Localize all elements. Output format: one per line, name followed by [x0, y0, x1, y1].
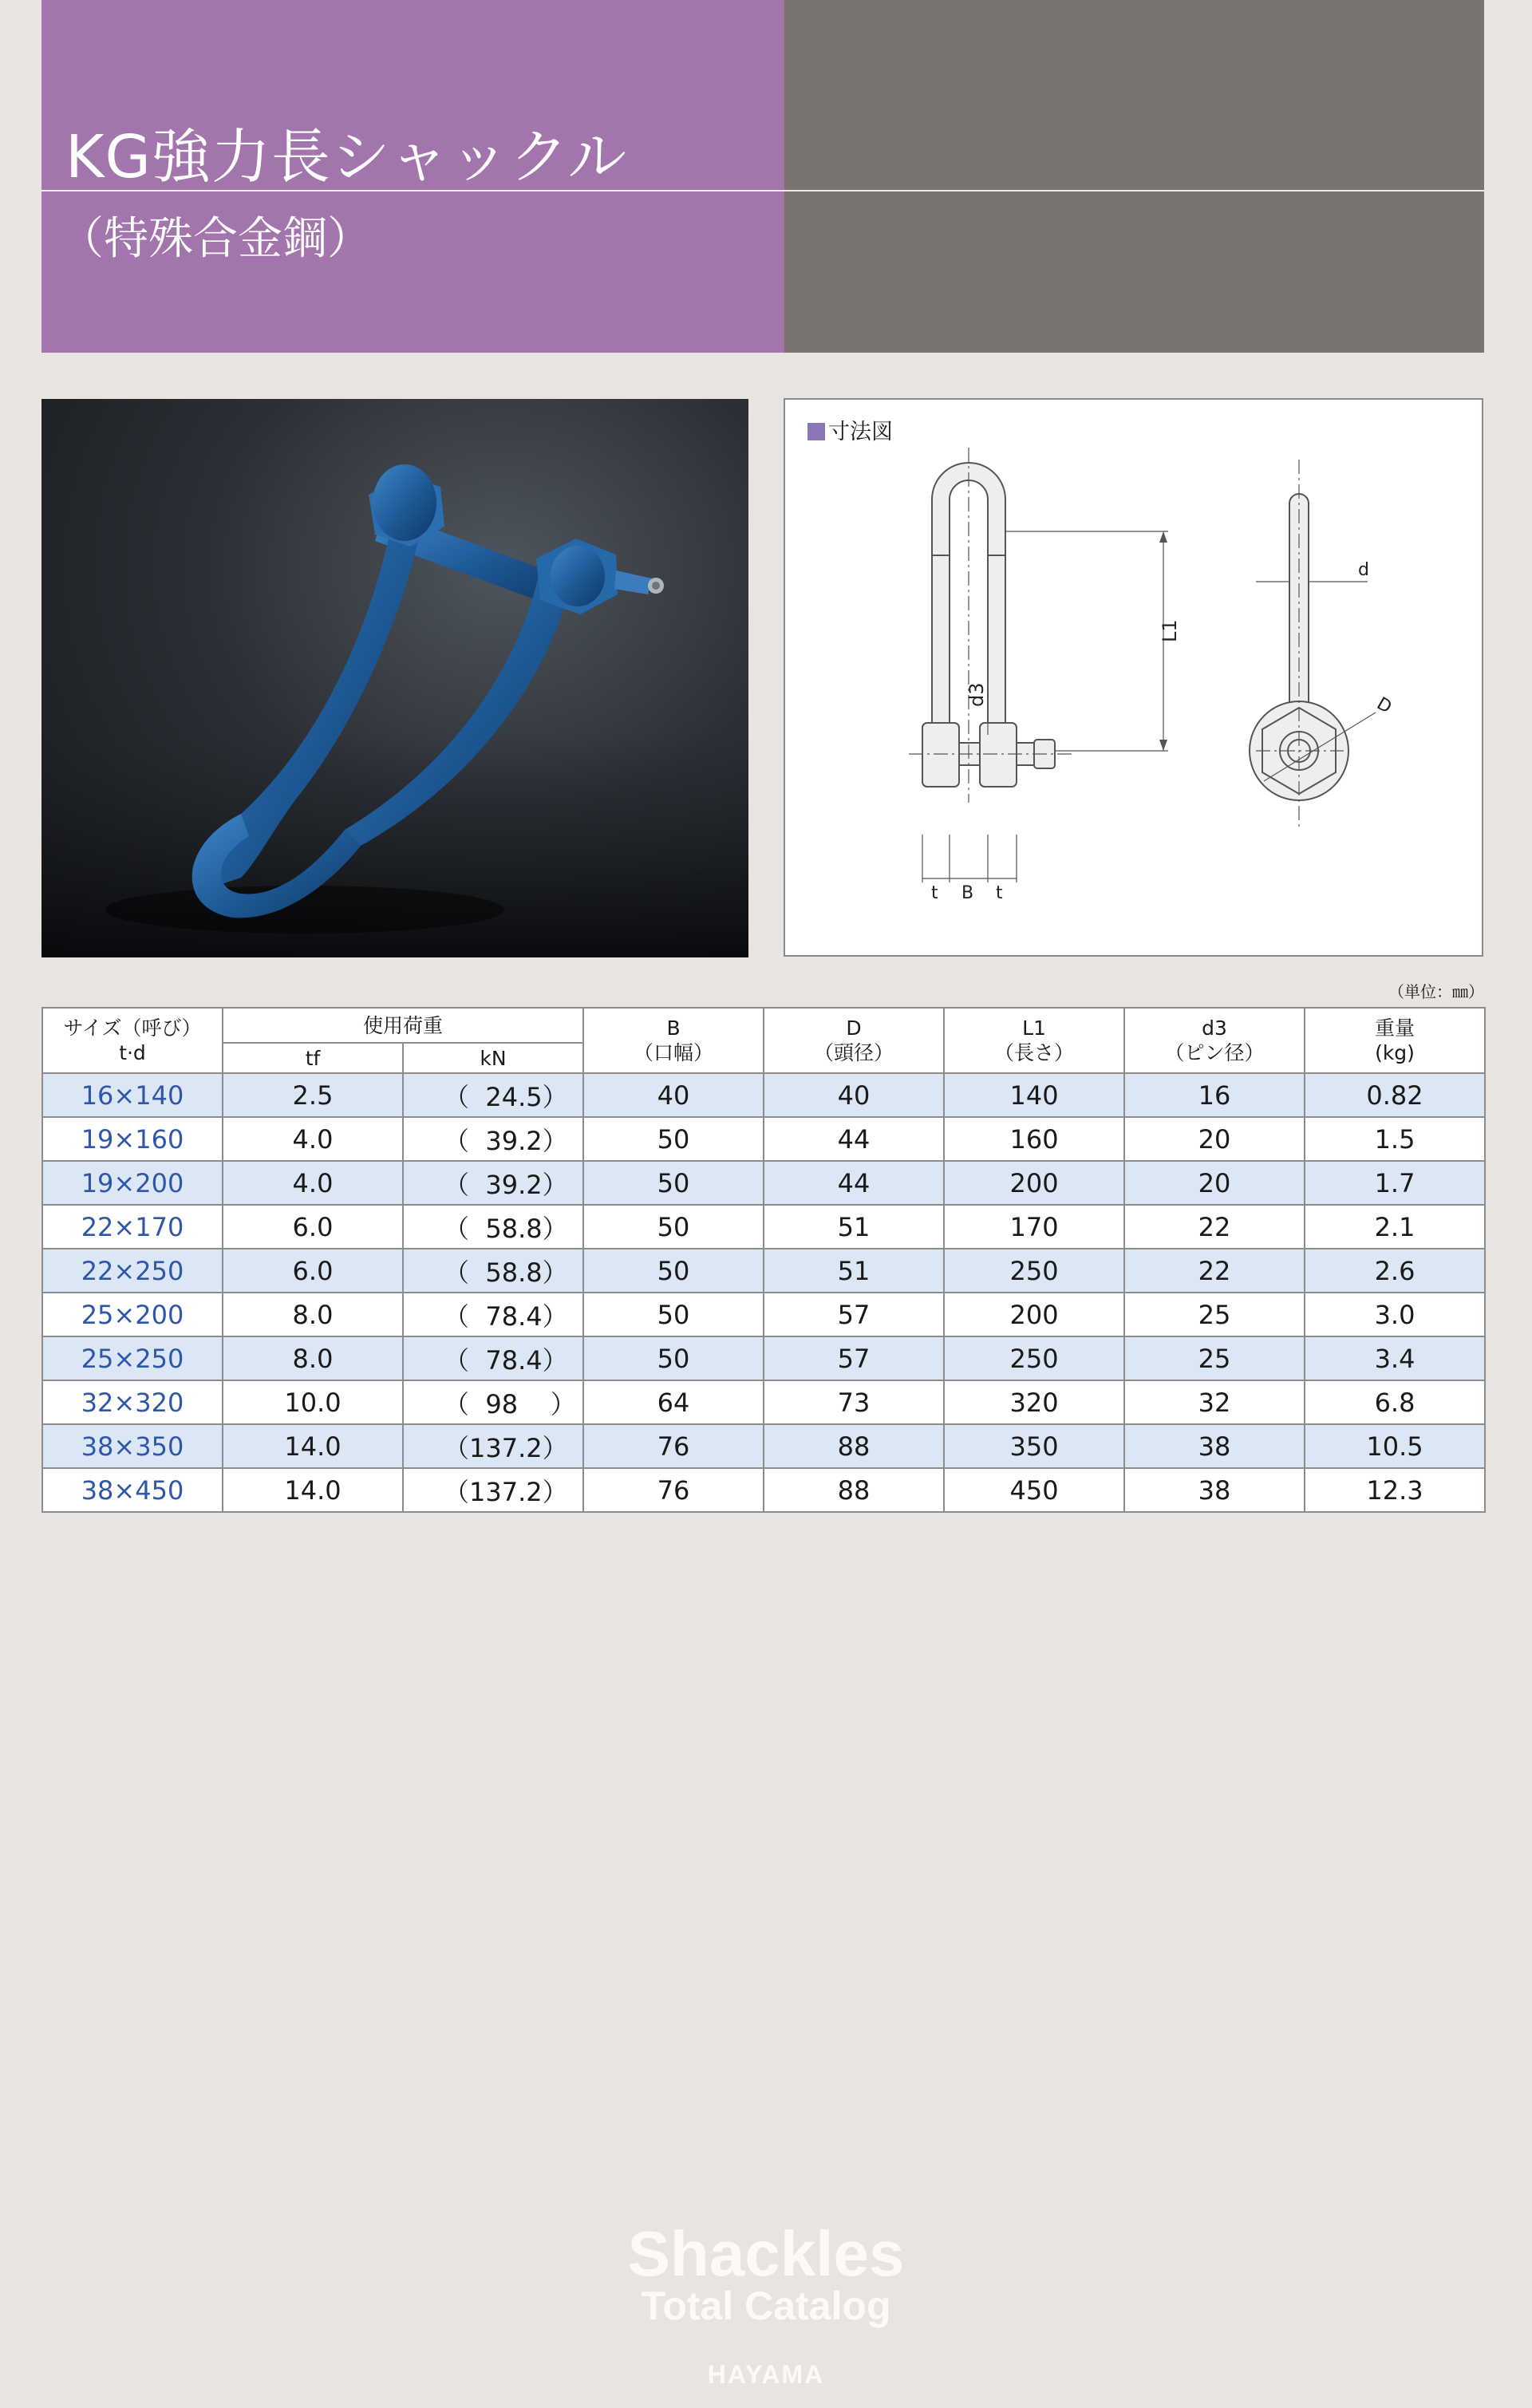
table-row: [42, 1468, 1485, 1512]
cell-kn: （ 58.8）: [403, 1249, 583, 1293]
cell-size: 25×200: [42, 1293, 223, 1336]
table-row: [42, 1073, 1485, 1117]
header-B: B （口幅）: [583, 1008, 764, 1073]
table-row: [42, 1380, 1485, 1424]
cell-d3: 38: [1124, 1468, 1305, 1512]
product-photo: [41, 399, 748, 957]
cell-tf: 8.0: [223, 1336, 403, 1380]
cell-size: 38×450: [42, 1468, 223, 1512]
label-t-right: t: [996, 883, 1003, 903]
cell-weight: 2.1: [1305, 1205, 1485, 1249]
header-D: D （頭径）: [764, 1008, 944, 1073]
cell-d: 57: [764, 1336, 944, 1380]
header-gray-panel: [784, 0, 1484, 353]
label-L1: L1: [1159, 619, 1181, 642]
cell-l1: 450: [944, 1468, 1124, 1512]
cell-size: 38×350: [42, 1424, 223, 1468]
header-kn: kN: [403, 1043, 583, 1073]
cell-weight: 0.82: [1305, 1073, 1485, 1117]
cell-kn: （ 78.4）: [403, 1336, 583, 1380]
label-B: B: [961, 883, 974, 903]
cell-weight: 6.8: [1305, 1380, 1485, 1424]
cell-d3: 32: [1124, 1380, 1305, 1424]
shackle-drawing: [785, 400, 1482, 955]
cell-d: 51: [764, 1205, 944, 1249]
cell-d3: 22: [1124, 1205, 1305, 1249]
cell-l1: 200: [944, 1293, 1124, 1336]
cell-b: 50: [583, 1205, 764, 1249]
cell-kn: （ 39.2）: [403, 1161, 583, 1205]
cell-b: 76: [583, 1468, 764, 1512]
cell-d: 44: [764, 1161, 944, 1205]
cell-size: 22×170: [42, 1205, 223, 1249]
cell-d: 88: [764, 1468, 944, 1512]
header-size: サイズ（呼び） t·d: [42, 1008, 223, 1073]
cell-b: 50: [583, 1293, 764, 1336]
header-load: 使用荷重: [223, 1008, 583, 1043]
cell-weight: 1.5: [1305, 1117, 1485, 1161]
cell-tf: 4.0: [223, 1161, 403, 1205]
header-L1: L1 （長さ）: [944, 1008, 1124, 1073]
cell-d3: 38: [1124, 1424, 1305, 1468]
cell-d3: 25: [1124, 1293, 1305, 1336]
cell-d3: 16: [1124, 1073, 1305, 1117]
shackle-photo-illustration: [41, 399, 748, 957]
footer-line1: Shackles: [627, 2218, 905, 2289]
cell-tf: 10.0: [223, 1380, 403, 1424]
header-tf: tf: [223, 1043, 403, 1073]
cell-l1: 140: [944, 1073, 1124, 1117]
cell-d3: 20: [1124, 1161, 1305, 1205]
cell-b: 50: [583, 1249, 764, 1293]
cell-size: 16×140: [42, 1073, 223, 1117]
cell-weight: 12.3: [1305, 1468, 1485, 1512]
diagram-heading-text: 寸法図: [828, 420, 893, 444]
cell-kn: （ 98 ）: [403, 1380, 583, 1424]
cell-d3: 22: [1124, 1249, 1305, 1293]
table-row: [42, 1117, 1485, 1161]
spec-table: [41, 1007, 1486, 1513]
cell-tf: 14.0: [223, 1468, 403, 1512]
cell-weight: 10.5: [1305, 1424, 1485, 1468]
cell-l1: 170: [944, 1205, 1124, 1249]
cell-l1: 200: [944, 1161, 1124, 1205]
cell-d3: 25: [1124, 1336, 1305, 1380]
label-d: d: [1358, 560, 1369, 580]
cell-l1: 250: [944, 1336, 1124, 1380]
cell-l1: 250: [944, 1249, 1124, 1293]
cell-d: 73: [764, 1380, 944, 1424]
cell-kn: （137.2）: [403, 1468, 583, 1512]
cell-d: 40: [764, 1073, 944, 1117]
page-title: KG強力長シャックル: [65, 123, 628, 191]
cell-d: 88: [764, 1424, 944, 1468]
cell-b: 50: [583, 1336, 764, 1380]
cell-size: 32×320: [42, 1380, 223, 1424]
table-row: [42, 1161, 1485, 1205]
cell-tf: 6.0: [223, 1205, 403, 1249]
cell-kn: （ 24.5）: [403, 1073, 583, 1117]
spec-table-body: [42, 1073, 1485, 1512]
header-banner: [41, 0, 1484, 353]
table-row: [42, 1249, 1485, 1293]
cell-d3: 20: [1124, 1117, 1305, 1161]
label-D: D: [1373, 693, 1396, 718]
cell-tf: 14.0: [223, 1424, 403, 1468]
cell-d: 51: [764, 1249, 944, 1293]
cell-weight: 2.6: [1305, 1249, 1485, 1293]
unit-note: （単位：㎜）: [1388, 982, 1484, 1001]
footer-line2: Total Catalog: [641, 2284, 891, 2328]
cell-d: 57: [764, 1293, 944, 1336]
cell-b: 50: [583, 1161, 764, 1205]
cell-tf: 4.0: [223, 1117, 403, 1161]
page-subtitle: （特殊合金鋼）: [59, 213, 372, 265]
footer-brand: HAYAMA: [707, 2360, 825, 2389]
cell-l1: 320: [944, 1380, 1124, 1424]
cell-kn: （137.2）: [403, 1424, 583, 1468]
label-d3: d3: [965, 682, 988, 707]
cell-tf: 8.0: [223, 1293, 403, 1336]
dimension-diagram: [784, 398, 1483, 957]
cell-b: 76: [583, 1424, 764, 1468]
cell-size: 19×160: [42, 1117, 223, 1161]
cell-l1: 160: [944, 1117, 1124, 1161]
cell-kn: （ 58.8）: [403, 1205, 583, 1249]
cell-size: 25×250: [42, 1336, 223, 1380]
cell-b: 40: [583, 1073, 764, 1117]
table-row: [42, 1205, 1485, 1249]
cell-kn: （ 78.4）: [403, 1293, 583, 1336]
table-row: [42, 1424, 1485, 1468]
table-row: [42, 1293, 1485, 1336]
cell-d: 44: [764, 1117, 944, 1161]
header-d3: d3 （ピン径）: [1124, 1008, 1305, 1073]
cell-b: 64: [583, 1380, 764, 1424]
cell-size: 19×200: [42, 1161, 223, 1205]
cell-kn: （ 39.2）: [403, 1117, 583, 1161]
cell-weight: 3.4: [1305, 1336, 1485, 1380]
header-weight: 重量 (kg): [1305, 1008, 1485, 1073]
cell-l1: 350: [944, 1424, 1124, 1468]
table-row: [42, 1336, 1485, 1380]
label-t-left: t: [931, 883, 938, 903]
cell-weight: 1.7: [1305, 1161, 1485, 1205]
cell-tf: 6.0: [223, 1249, 403, 1293]
footer-logo: [0, 2218, 1532, 2390]
cell-b: 50: [583, 1117, 764, 1161]
cell-tf: 2.5: [223, 1073, 403, 1117]
cell-weight: 3.0: [1305, 1293, 1485, 1336]
cell-size: 22×250: [42, 1249, 223, 1293]
